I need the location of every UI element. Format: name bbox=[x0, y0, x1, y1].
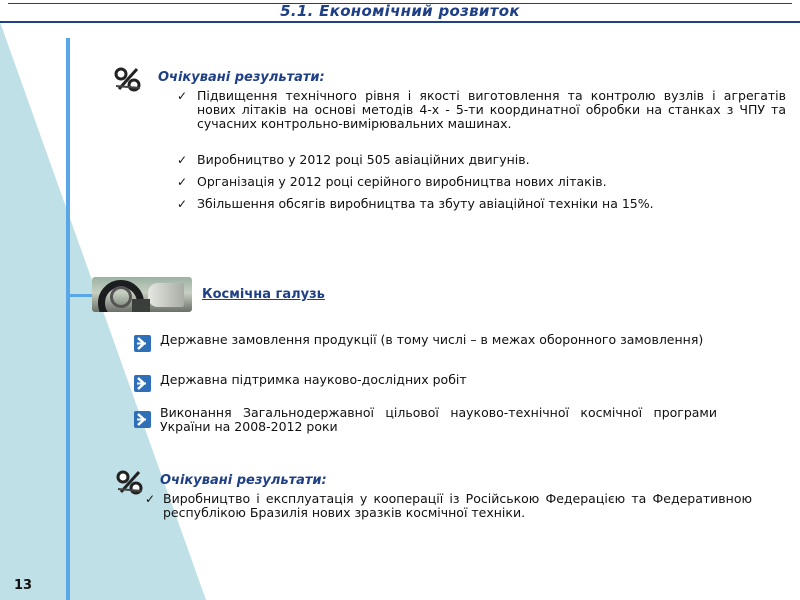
space-equipment-photo bbox=[92, 277, 192, 312]
arrow-right-icon bbox=[134, 411, 151, 428]
result-item-2: Виробництво у 2012 році 505 авіаційних двигунів. bbox=[197, 152, 530, 167]
vertical-timeline-line bbox=[66, 38, 70, 600]
result-item-3: Організація у 2012 році серійного виробництва нових літаків. bbox=[197, 174, 607, 189]
branch-connector-line bbox=[68, 294, 92, 297]
checkmark-icon: ✓ bbox=[177, 89, 188, 103]
checkmark-icon: ✓ bbox=[145, 492, 156, 506]
checkmark-icon: ✓ bbox=[177, 175, 188, 189]
result-item-4: Збільшення обсягів виробництва та збуту авіаційної техніки на 15%. bbox=[197, 196, 654, 211]
cosmic-item-1: Державне замовлення продукції (в тому числі – в межах оборонного замовлення) bbox=[160, 332, 704, 347]
checkmark-icon: ✓ bbox=[177, 153, 188, 167]
expected-results-heading-2: Очікувані результати: bbox=[160, 473, 327, 488]
percent-icon bbox=[115, 469, 145, 495]
result-item-1: Підвищення технічного рівня і якості виготовлення та контролю вузлів і агрегатів нових літаків на основі методів 4-х - 5-ти координатної обробки на станках з ЧПУ та сучасних контрольно-вимірювальних машинах. bbox=[197, 88, 786, 131]
page-title: 5.1. Економічний розвиток bbox=[280, 2, 520, 20]
checkmark-icon: ✓ bbox=[177, 197, 188, 211]
arrow-right-icon bbox=[134, 375, 151, 392]
cosmic-industry-title: Космічна галузь bbox=[202, 287, 325, 302]
expected-results-heading-1: Очікувані результати: bbox=[158, 70, 325, 85]
cosmic-item-2: Державна підтримка науково-дослідних робіт bbox=[160, 372, 467, 387]
page-number: 13 bbox=[14, 578, 33, 593]
arrow-right-icon bbox=[134, 335, 151, 352]
percent-icon bbox=[113, 66, 143, 92]
header-bar bbox=[0, 0, 800, 23]
cosmic-item-3: Виконання Загальнодержавної цільової науково-технічної космічної програми України на 2008-2012 роки bbox=[160, 405, 717, 434]
result-item-space: Виробництво і експлуатація у кооперації із Російською Федерацією та Федеративною республікою Бразилія нових зразків космічної техніки. bbox=[163, 491, 752, 520]
